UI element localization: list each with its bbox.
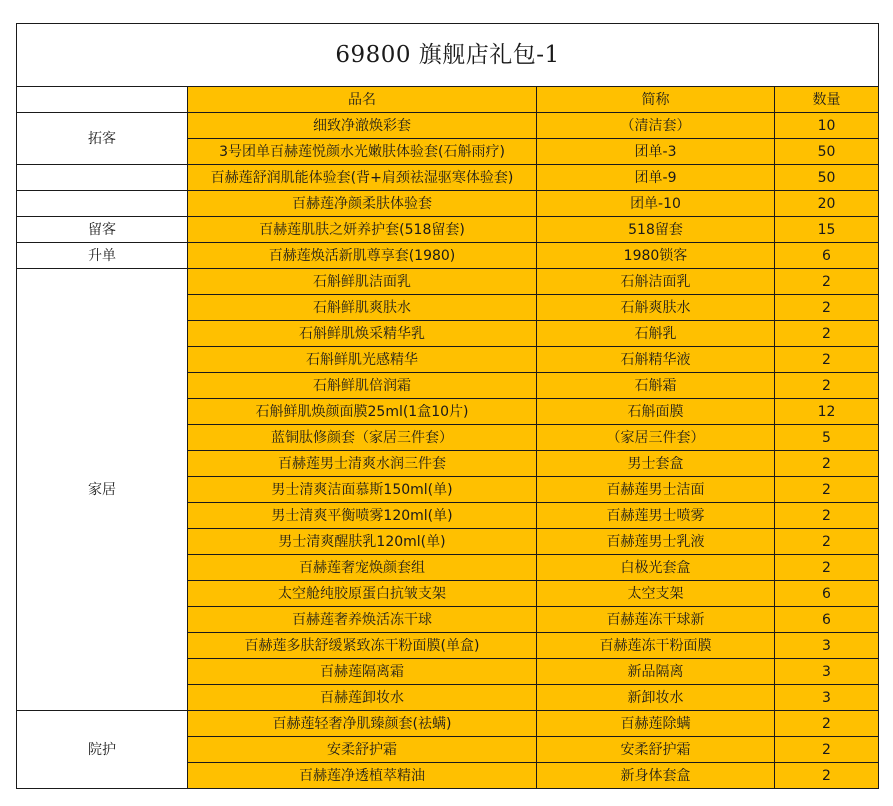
product-qty: 15 (775, 217, 879, 243)
product-qty: 6 (775, 581, 879, 607)
product-short: 白极光套盒 (537, 555, 775, 581)
product-name: 百赫莲多肤舒缓紧致冻干粉面膜(单盒) (188, 633, 537, 659)
header-qty: 数量 (775, 87, 879, 113)
category-cell: 拓客 (17, 113, 188, 165)
category-cell: 留客 (17, 217, 188, 243)
product-short: 石斛爽肤水 (537, 295, 775, 321)
table-row (17, 217, 879, 243)
product-short: 石斛面膜 (537, 399, 775, 425)
product-short: 石斛洁面乳 (537, 269, 775, 295)
table-row (17, 711, 879, 737)
product-qty: 2 (775, 269, 879, 295)
product-name: 男士清爽醒肤乳120ml(单) (188, 529, 537, 555)
product-name: 百赫莲轻奢净肌臻颜套(祛螨) (188, 711, 537, 737)
product-qty: 2 (775, 503, 879, 529)
product-qty: 2 (775, 737, 879, 763)
product-name: 太空舱纯胶原蛋白抗皱支架 (188, 581, 537, 607)
product-name: 百赫莲舒润肌能体验套(背+肩颈祛湿驱寒体验套) (188, 165, 537, 191)
product-qty: 12 (775, 399, 879, 425)
product-short: 新身体套盒 (537, 763, 775, 789)
product-name: 男士清爽洁面慕斯150ml(单) (188, 477, 537, 503)
product-qty: 6 (775, 607, 879, 633)
product-name: 百赫莲男士清爽水润三件套 (188, 451, 537, 477)
product-qty: 50 (775, 139, 879, 165)
product-qty: 3 (775, 685, 879, 711)
product-name: 百赫莲净透植萃精油 (188, 763, 537, 789)
product-short: 百赫莲冻干球新 (537, 607, 775, 633)
product-short: 太空支架 (537, 581, 775, 607)
product-qty: 2 (775, 295, 879, 321)
product-qty: 10 (775, 113, 879, 139)
product-short: 男士套盒 (537, 451, 775, 477)
product-short: 安柔舒护霜 (537, 737, 775, 763)
product-short: 新品隔离 (537, 659, 775, 685)
product-name: 细致净澈焕彩套 (188, 113, 537, 139)
product-name: 男士清爽平衡喷雾120ml(单) (188, 503, 537, 529)
product-short: （家居三件套） (537, 425, 775, 451)
product-name: 百赫莲奢养焕活冻干球 (188, 607, 537, 633)
product-name: 石斛鲜肌爽肤水 (188, 295, 537, 321)
category-cell: 升单 (17, 243, 188, 269)
product-qty: 2 (775, 763, 879, 789)
product-name: 百赫莲焕活新肌尊享套(1980) (188, 243, 537, 269)
product-name: 百赫莲奢宠焕颜套组 (188, 555, 537, 581)
product-short: 百赫莲冻干粉面膜 (537, 633, 775, 659)
product-qty: 2 (775, 347, 879, 373)
header-short: 简称 (537, 87, 775, 113)
header-row (17, 87, 879, 113)
product-qty: 20 (775, 191, 879, 217)
product-qty: 6 (775, 243, 879, 269)
product-name: 3号团单百赫莲悦颜水光嫩肤体验套(石斛雨疗) (188, 139, 537, 165)
product-qty: 2 (775, 451, 879, 477)
product-name: 百赫莲肌肤之妍养护套(518留套) (188, 217, 537, 243)
product-qty: 3 (775, 633, 879, 659)
product-qty: 2 (775, 477, 879, 503)
product-short: 1980锁客 (537, 243, 775, 269)
table-row (17, 243, 879, 269)
gift-package-sheet (16, 23, 878, 789)
product-name: 石斛鲜肌焕颜面膜25ml(1盒10片) (188, 399, 537, 425)
product-qty: 2 (775, 373, 879, 399)
title-row (17, 24, 879, 87)
product-qty: 5 (775, 425, 879, 451)
table-row (17, 113, 879, 139)
product-qty: 2 (775, 321, 879, 347)
product-short: 团单-10 (537, 191, 775, 217)
product-short: 百赫莲男士喷雾 (537, 503, 775, 529)
product-short: 百赫莲男士洁面 (537, 477, 775, 503)
product-name: 石斛鲜肌光感精华 (188, 347, 537, 373)
category-cell: 院护 (17, 711, 188, 789)
product-short: 518留套 (537, 217, 775, 243)
product-name: 蓝铜肽修颜套（家居三件套） (188, 425, 537, 451)
product-short: 百赫莲除螨 (537, 711, 775, 737)
product-short: 石斛精华液 (537, 347, 775, 373)
product-short: 新卸妆水 (537, 685, 775, 711)
product-name: 石斛鲜肌洁面乳 (188, 269, 537, 295)
product-short: 百赫莲男士乳液 (537, 529, 775, 555)
product-short: 团单-9 (537, 165, 775, 191)
product-name: 石斛鲜肌倍润霜 (188, 373, 537, 399)
product-short: 石斛乳 (537, 321, 775, 347)
product-qty: 50 (775, 165, 879, 191)
product-short: 石斛霜 (537, 373, 775, 399)
table-row (17, 191, 879, 217)
product-qty: 2 (775, 711, 879, 737)
table-row (17, 269, 879, 295)
product-qty: 2 (775, 529, 879, 555)
product-name: 百赫莲净颜柔肤体验套 (188, 191, 537, 217)
product-qty: 3 (775, 659, 879, 685)
category-cell: 家居 (17, 269, 188, 711)
gift-package-table (16, 23, 879, 789)
category-cell-empty (17, 165, 188, 191)
product-name: 石斛鲜肌焕采精华乳 (188, 321, 537, 347)
product-name: 百赫莲隔离霜 (188, 659, 537, 685)
header-category (17, 87, 188, 113)
product-name: 百赫莲卸妆水 (188, 685, 537, 711)
product-short: 团单-3 (537, 139, 775, 165)
product-qty: 2 (775, 555, 879, 581)
category-cell-empty (17, 191, 188, 217)
product-short: （清洁套） (537, 113, 775, 139)
table-row (17, 165, 879, 191)
product-name: 安柔舒护霜 (188, 737, 537, 763)
header-name: 品名 (188, 87, 537, 113)
sheet-title: 69800 旗舰店礼包-1 (17, 24, 879, 87)
